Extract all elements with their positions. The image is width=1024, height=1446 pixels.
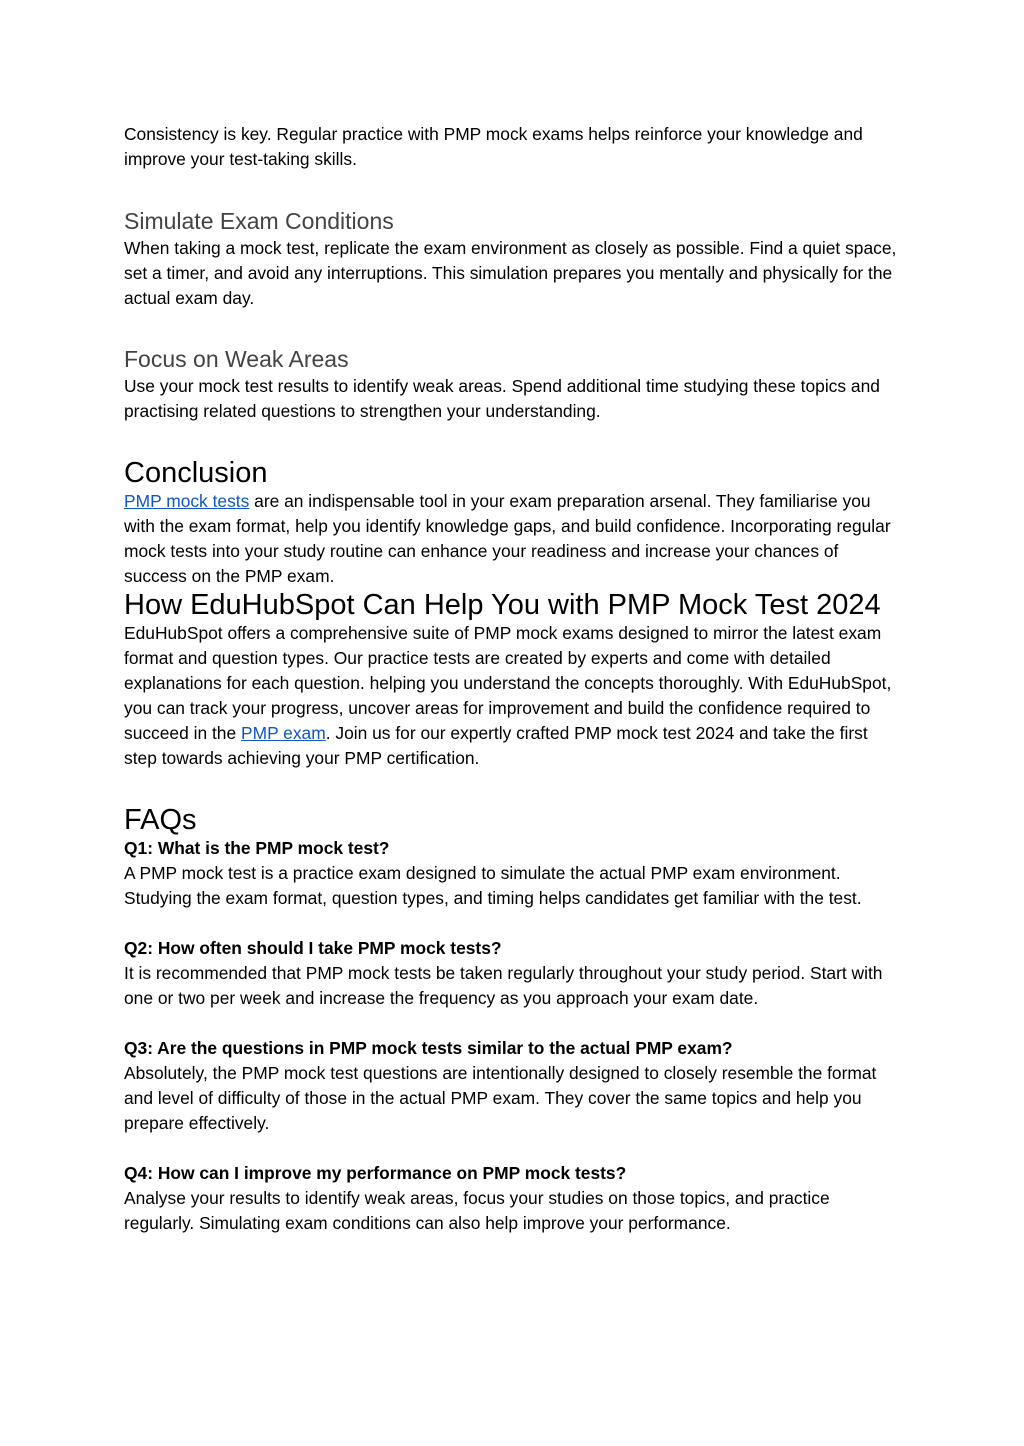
faq-question: Q4: How can I improve my performance on PMP mock tests? xyxy=(124,1163,627,1183)
faq-item xyxy=(124,836,904,911)
section-heading-eduhubspot: How EduHubSpot Can Help You with PMP Mock Test 2024 xyxy=(124,589,881,621)
faq-question: Q2: How often should I take PMP mock tests? xyxy=(124,938,502,958)
faq-answer: Analyse your results to identify weak areas, focus your studies on those topics, and practice regularly. Simulating exam conditions can also help improve your performance. xyxy=(124,1188,830,1233)
faq-answer: It is recommended that PMP mock tests be taken regularly throughout your study period. Start with one or two per week and increase the frequency as you approach your exam date. xyxy=(124,963,883,1008)
faq-item xyxy=(124,1036,904,1136)
spacer xyxy=(124,911,904,936)
faq-question: Q3: Are the questions in PMP mock tests similar to the actual PMP exam? xyxy=(124,1038,733,1058)
faq-answer: A PMP mock test is a practice exam designed to simulate the actual PMP exam environment. Studying the exam format, question types, and timing helps candidates get familiar with the test. xyxy=(124,863,862,908)
pmp-mock-tests-link[interactable]: PMP mock tests xyxy=(124,491,250,511)
spacer xyxy=(124,424,904,457)
section-body-weak-areas: Use your mock test results to identify weak areas. Spend additional time studying these topics and practising related questions to strengthen your understanding. xyxy=(124,376,880,421)
section-heading-simulate: Simulate Exam Conditions xyxy=(124,208,394,234)
eduhub-text-after: . Join us for our expertly crafted PMP mock test 2024 and take the first step towards achieving your PMP certification. xyxy=(124,723,868,768)
document-page xyxy=(124,122,904,1236)
spacer xyxy=(124,1011,904,1036)
faq-answer: Absolutely, the PMP mock test questions are intentionally designed to closely resemble the format and level of difficulty of those in the actual PMP exam. They cover the same topics and help you prepare effectively. xyxy=(124,1063,877,1133)
faq-item xyxy=(124,936,904,1011)
conclusion-text: are an indispensable tool in your exam preparation arsenal. They familiarise you with the exam format, help you identify knowledge gaps, and build confidence. Incorporating regular mock tests into your study routine can enhance your readiness and increase your chances of success on the PMP exam. xyxy=(124,491,891,586)
section-body-conclusion xyxy=(124,489,904,589)
section-heading-weak-areas: Focus on Weak Areas xyxy=(124,346,349,372)
faq-item xyxy=(124,1161,904,1236)
intro-paragraph: Consistency is key. Regular practice with PMP mock exams helps reinforce your knowledge and improve your test-taking skills. xyxy=(124,124,863,169)
faq-question: Q1: What is the PMP mock test? xyxy=(124,838,390,858)
pmp-exam-link[interactable]: PMP exam xyxy=(240,723,326,743)
section-body-simulate: When taking a mock test, replicate the exam environment as closely as possible. Find a quiet space, set a timer, and avoid any interruptions. This simulation prepares you mentally and physically for the actual exam day. xyxy=(124,238,897,308)
section-body-eduhubspot xyxy=(124,621,904,771)
spacer xyxy=(124,172,904,206)
spacer xyxy=(124,771,904,804)
section-heading-conclusion: Conclusion xyxy=(124,457,268,489)
spacer xyxy=(124,311,904,344)
section-heading-faqs: FAQs xyxy=(124,804,197,836)
spacer xyxy=(124,1136,904,1161)
eduhub-text-before: EduHubSpot offers a comprehensive suite of PMP mock exams designed to mirror the latest exam format and question types. Our practice tests are created by experts and come with detailed explanations for each question. helping you understand the concepts thoroughly. With EduHubSpot, you can track your progress, uncover areas for improvement and build the confidence required to succeed in the xyxy=(124,623,892,743)
